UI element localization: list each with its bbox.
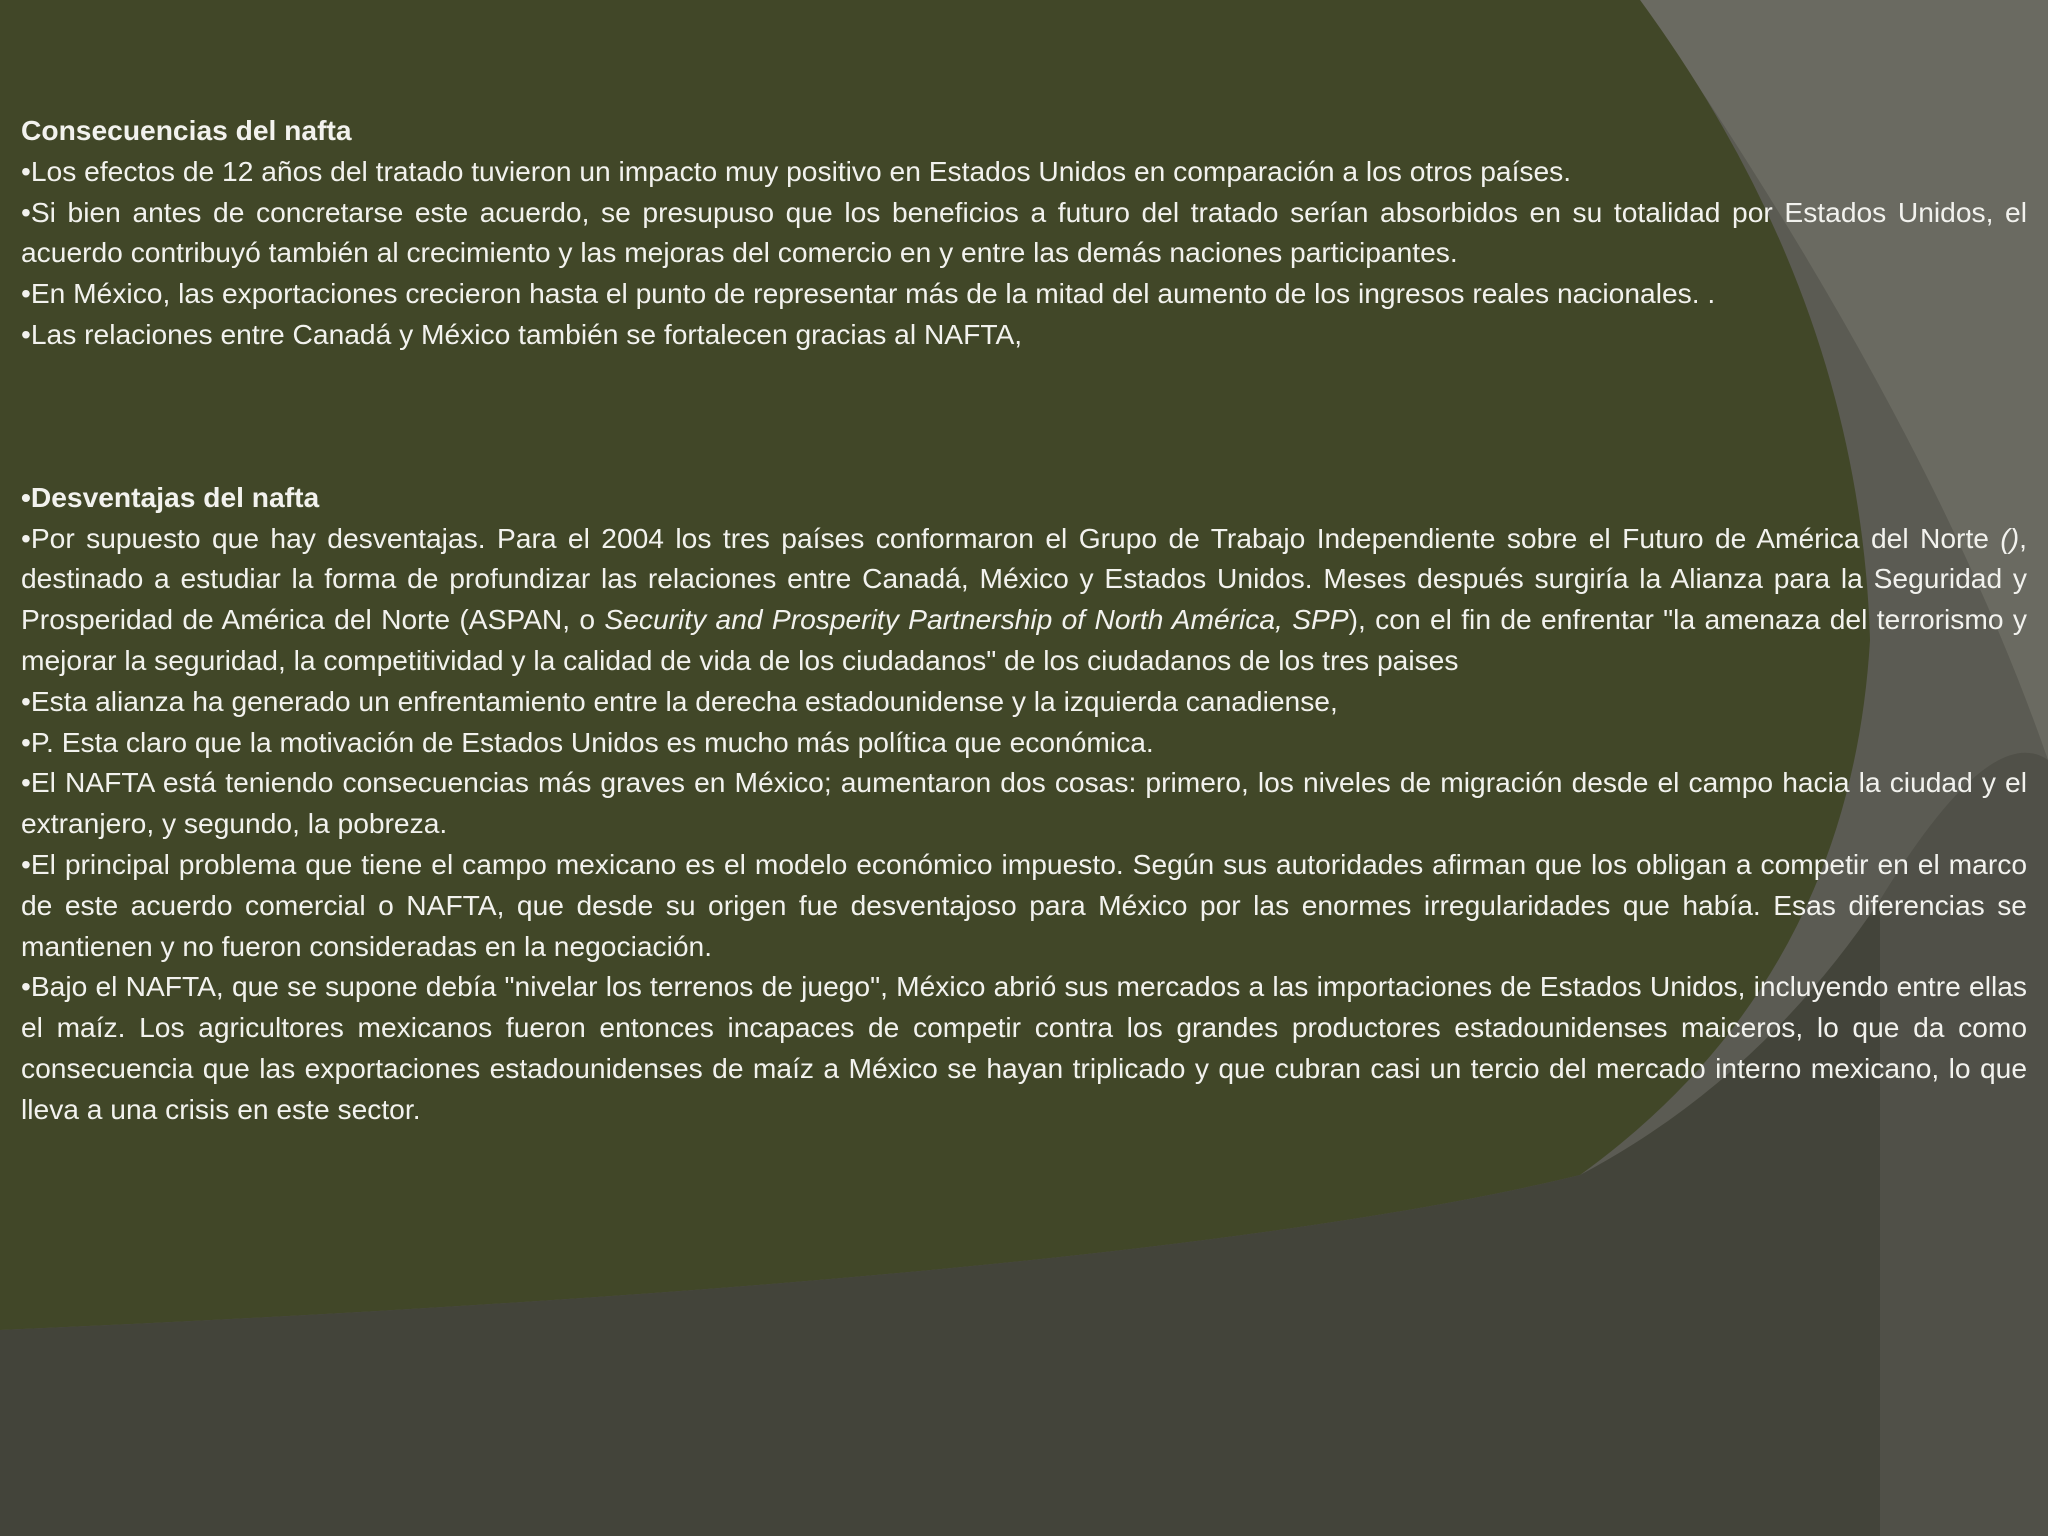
slide-body (21, 110, 2027, 1130)
bullet-relaciones: •Las relaciones entre Canadá y México también se fortalecen gracias al NAFTA, (21, 317, 1023, 350)
heading-consecuencias: Consecuencias del nafta (21, 114, 352, 146)
text-italic-spp: Security and Prosperity Partnership of North América, SPP (604, 603, 1349, 636)
bullet-campo-mexicano: •El principal problema que tiene el campo mexicano es el modelo económico impuesto. Según sus autoridades afirman que los obligan a competir en el marco de este acuerdo comercial o NAFTA, que desde su origen fue desventajoso para México por las enormes irregularidades que había. Esas diferencias se mantienen y no fueron consideradas en la negociación. (21, 847, 2027, 962)
section-gap (21, 355, 2027, 477)
bullet-maiz: •Bajo el NAFTA, que se supone debía "nivelar los terrenos de juego", México abrió sus mercados a las importaciones de Estados Unidos, incluyendo entre ellas el maíz. Los agricultores mexicanos fueron entonces incapaces de competir contra los grandes productores estadounidenses maiceros, lo que da como consecuencia que las exportaciones estadounidenses de maíz a México se hayan triplicado y que cubran casi un tercio del mercado interno mexicano, lo que lleva a una crisis en este sector. (21, 970, 2027, 1125)
text-part-a: •Por supuesto que hay desventajas. Para el 2004 los tres países conformaron el Grupo de Trabajo Independiente sobre el Futuro de América del Norte (21, 521, 2001, 554)
section-desventajas (21, 477, 2027, 1130)
bullet-desventajas-aspan (21, 518, 2027, 681)
heading-desventajas: •Desventajas del nafta (21, 480, 320, 513)
text-italic-parens: () (2000, 521, 2020, 554)
bullet-motivacion: •P. Esta claro que la motivación de Estados Unidos es mucho más política que económica. (21, 725, 1154, 758)
section-consecuencias (21, 110, 2027, 355)
text-part-b: , destinado a estudiar la forma de profundizar las relaciones entre Canadá, México y Estados Unidos. Meses después surgiría la Alianza para la Seguridad y Prosperidad de América del Norte (ASPAN, o (21, 521, 2027, 636)
bullet-beneficios: •Si bien antes de concretarse este acuerdo, se presupuso que los beneficios a futuro del tratado serían absorbidos en su totalidad por Estados Unidos, el acuerdo contribuyó también al crecimiento y las mejoras del comercio en y entre las demás naciones participantes. (21, 195, 2027, 269)
bullet-alianza: •Esta alianza ha generado un enfrentamiento entre la derecha estadounidense y la izquierda canadiense, (21, 684, 1338, 717)
text-part-c: ), con el fin de enfrentar "la amenaza del terrorismo y mejorar la seguridad, la competitividad y la calidad de vida de los ciudadanos" de los ciudadanos de los tres paises (21, 603, 2027, 676)
bullet-exportaciones: •En México, las exportaciones crecieron hasta el punto de representar más de la mitad del aumento de los ingresos reales nacionales. . (21, 277, 1716, 310)
bullet-efectos: •Los efectos de 12 años del tratado tuvieron un impacto muy positivo en Estados Unidos en comparación a los otros países. (21, 154, 1572, 187)
bullet-consecuencias-mexico: •El NAFTA está teniendo consecuencias más graves en México; aumentaron dos cosas: primero, los niveles de migración desde el campo hacia la ciudad y el extranjero, y segundo, la pobreza. (21, 766, 2027, 840)
